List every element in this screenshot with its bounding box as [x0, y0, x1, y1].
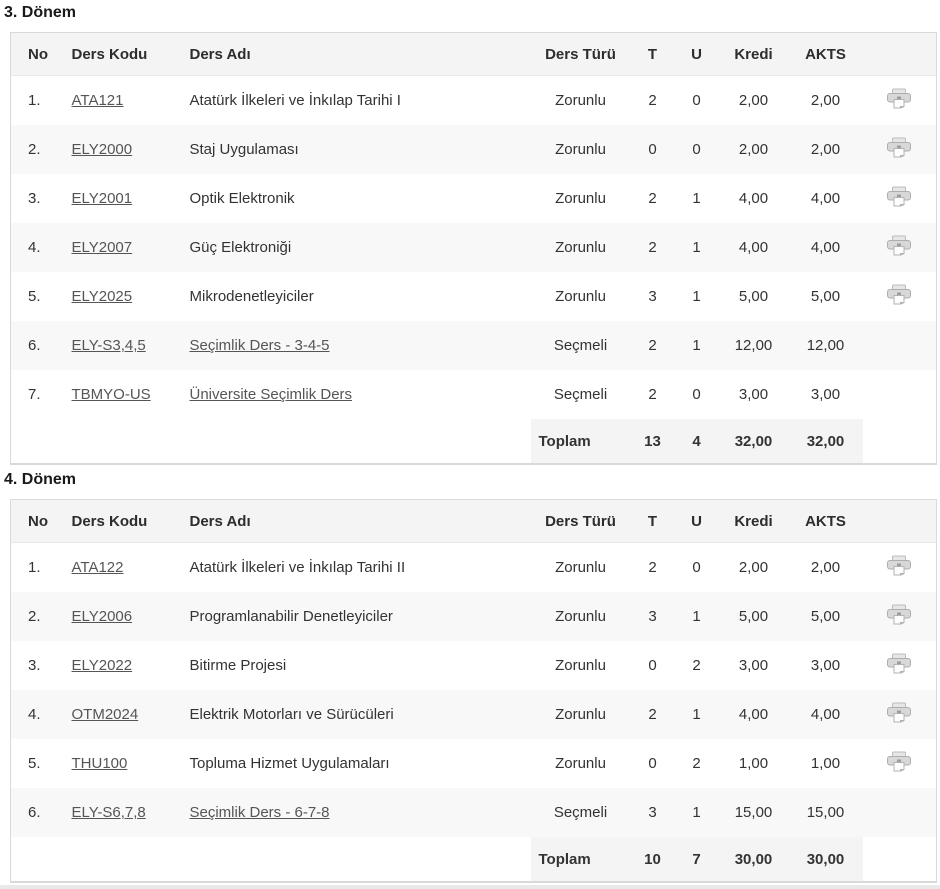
cell-t: 2 [631, 690, 675, 739]
column-header-no: No [11, 500, 63, 543]
cell-kredi: 2,00 [738, 559, 769, 576]
cell-akts: 15,00 [789, 788, 863, 837]
cell-akts: 4,00 [810, 190, 841, 207]
cell-course-code [63, 125, 181, 174]
printer-icon [886, 555, 912, 576]
course-name: Bitirme Projesi [189, 657, 287, 674]
column-header-t: T [631, 500, 675, 543]
course-table [10, 32, 937, 465]
total-label: Toplam [531, 419, 631, 464]
column-header-type: Ders Türü [531, 33, 631, 76]
course-code-link[interactable]: ELY2006 [71, 608, 133, 625]
total-label: Toplam [531, 837, 631, 882]
cell-kredi: 2,00 [719, 125, 789, 174]
cell-course-code [63, 370, 181, 419]
cell-t: 2 [631, 321, 675, 370]
course-name: Staj Uygulaması [189, 141, 299, 158]
cell-course-name [181, 641, 531, 690]
cell-u: 0 [692, 559, 701, 576]
print-button[interactable] [886, 88, 912, 109]
cell-course-type: Zorunlu [555, 657, 606, 674]
printer-icon [886, 137, 912, 158]
cell-course-type: Zorunlu [555, 190, 606, 207]
cell-row-number: 1. [28, 559, 41, 576]
printer-icon [886, 653, 912, 674]
cell-kredi: 1,00 [738, 755, 769, 772]
total-t: 13 [631, 419, 675, 464]
print-button[interactable] [886, 702, 912, 723]
course-name: Atatürk İlkeleri ve İnkılap Tarihi II [189, 559, 406, 576]
cell-akts: 2,00 [810, 559, 841, 576]
cell-u: 0 [675, 125, 719, 174]
course-name: Optik Elektronik [189, 190, 295, 207]
section-title: 4. Dönem [4, 471, 77, 488]
cell-course-type: Seçmeli [553, 386, 608, 403]
course-code-link[interactable]: ELY2022 [71, 657, 133, 674]
cell-course-code [63, 321, 181, 370]
cell-akts: 5,00 [810, 288, 841, 305]
cell-print [863, 641, 937, 690]
cell-t: 2 [648, 559, 657, 576]
print-button[interactable] [886, 137, 912, 158]
cell-akts: 1,00 [810, 755, 841, 772]
cell-course-type: Zorunlu [555, 755, 606, 772]
cell-u: 1 [675, 223, 719, 272]
table-row [11, 272, 937, 321]
course-name: Güç Elektroniği [189, 239, 292, 256]
total-row [11, 837, 937, 882]
bottom-divider [0, 885, 940, 889]
cell-t: 0 [648, 755, 657, 772]
cell-print [863, 174, 937, 223]
cell-akts: 3,00 [810, 657, 841, 674]
cell-print [863, 321, 937, 370]
cell-print [863, 592, 937, 641]
printer-icon [886, 88, 912, 109]
cell-akts: 4,00 [789, 690, 863, 739]
cell-course-code [63, 223, 181, 272]
table-row [11, 223, 937, 272]
table-row [11, 321, 937, 370]
printer-icon [886, 235, 912, 256]
cell-u: 2 [692, 755, 701, 772]
cell-akts: 5,00 [789, 592, 863, 641]
cell-row-number: 6. [11, 788, 63, 837]
printer-icon [886, 284, 912, 305]
column-header-name: Ders Adı [181, 500, 531, 543]
cell-row-number: 3. [28, 190, 41, 207]
column-header-u: U [675, 33, 719, 76]
cell-course-type: Zorunlu [531, 223, 631, 272]
cell-kredi: 2,00 [738, 92, 769, 109]
cell-course-name [181, 788, 531, 837]
cell-akts: 2,00 [789, 125, 863, 174]
column-header-akts: AKTS [789, 500, 863, 543]
cell-t: 2 [648, 386, 657, 403]
cell-course-code [63, 174, 181, 223]
cell-print [863, 272, 937, 321]
cell-course-type: Zorunlu [531, 125, 631, 174]
column-header-name: Ders Adı [181, 33, 531, 76]
cell-t: 2 [648, 190, 657, 207]
cell-akts: 12,00 [789, 321, 863, 370]
table-body [11, 543, 937, 838]
total-akts: 32,00 [789, 419, 863, 464]
course-name: Topluma Hizmet Uygulamaları [189, 755, 390, 772]
cell-course-code [63, 739, 181, 788]
print-button[interactable] [886, 751, 912, 772]
cell-print [863, 690, 937, 739]
cell-course-type: Seçmeli [531, 321, 631, 370]
column-header-print [863, 500, 937, 543]
course-code-link[interactable]: OTM2024 [71, 706, 139, 723]
cell-u: 1 [675, 321, 719, 370]
print-button[interactable] [886, 235, 912, 256]
cell-course-name [181, 272, 531, 321]
cell-u: 1 [675, 690, 719, 739]
cell-akts: 3,00 [810, 386, 841, 403]
column-header-type: Ders Türü [531, 500, 631, 543]
column-header-code: Ders Kodu [63, 500, 181, 543]
total-u: 4 [675, 419, 719, 464]
cell-course-code [63, 690, 181, 739]
table-row [11, 739, 937, 788]
cell-u: 1 [692, 190, 701, 207]
cell-t: 0 [631, 125, 675, 174]
cell-course-code [63, 76, 181, 126]
cell-course-name [181, 370, 531, 419]
cell-course-code [63, 592, 181, 641]
column-header-print [863, 33, 937, 76]
course-name[interactable]: Üniversite Seçimlik Ders [189, 386, 353, 403]
column-header-u: U [675, 500, 719, 543]
cell-kredi: 4,00 [719, 223, 789, 272]
column-header-kredi: Kredi [719, 33, 789, 76]
cell-course-code [63, 272, 181, 321]
cell-course-name [181, 174, 531, 223]
cell-t: 3 [648, 288, 657, 305]
cell-course-type: Zorunlu [555, 92, 606, 109]
table-row [11, 125, 937, 174]
cell-print [863, 370, 937, 419]
course-code-link[interactable]: THU100 [71, 755, 128, 772]
column-header-code: Ders Kodu [63, 33, 181, 76]
cell-row-number: 3. [28, 657, 41, 674]
cell-kredi: 15,00 [719, 788, 789, 837]
total-kredi: 32,00 [719, 419, 789, 464]
cell-row-number: 6. [11, 321, 63, 370]
section-title: 3. Dönem [4, 4, 77, 21]
column-header-t: T [631, 33, 675, 76]
cell-row-number: 4. [11, 690, 63, 739]
header-row [11, 500, 937, 543]
course-name: Programlanabilir Denetleyiciler [189, 608, 393, 625]
cell-course-name [181, 125, 531, 174]
cell-row-number: 5. [28, 755, 41, 772]
course-name: Mikrodenetleyiciler [189, 288, 314, 305]
cell-print [863, 125, 937, 174]
total-kredi: 30,00 [719, 837, 789, 882]
print-button[interactable] [886, 555, 912, 576]
cell-print [863, 739, 937, 788]
printer-icon [886, 751, 912, 772]
cell-kredi: 3,00 [738, 386, 769, 403]
cell-kredi: 4,00 [738, 190, 769, 207]
printer-icon [886, 186, 912, 207]
course-code-link[interactable]: ELY2007 [71, 239, 133, 256]
cell-row-number: 5. [28, 288, 41, 305]
course-name: Elektrik Motorları ve Sürücüleri [189, 706, 394, 723]
cell-row-number: 2. [11, 125, 63, 174]
table-row [11, 370, 937, 419]
cell-course-type: Zorunlu [555, 288, 606, 305]
cell-kredi: 3,00 [738, 657, 769, 674]
cell-kredi: 12,00 [719, 321, 789, 370]
table-row [11, 174, 937, 223]
cell-t: 3 [631, 788, 675, 837]
cell-course-type: Seçmeli [531, 788, 631, 837]
table-row [11, 592, 937, 641]
cell-row-number: 4. [11, 223, 63, 272]
total-t: 10 [631, 837, 675, 882]
total-u: 7 [675, 837, 719, 882]
course-code-link[interactable]: ELY2025 [71, 288, 133, 305]
cell-course-name [181, 739, 531, 788]
print-button[interactable] [886, 284, 912, 305]
table-row [11, 641, 937, 690]
cell-u: 1 [675, 592, 719, 641]
table-body [11, 76, 937, 420]
course-code-link[interactable]: ELY-S6,7,8 [71, 804, 146, 821]
cell-course-name [181, 321, 531, 370]
cell-course-type: Zorunlu [555, 559, 606, 576]
table-row [11, 76, 937, 126]
cell-course-name [181, 690, 531, 739]
cell-akts: 4,00 [789, 223, 863, 272]
cell-print [863, 543, 937, 593]
cell-u: 0 [692, 386, 701, 403]
cell-print [863, 223, 937, 272]
cell-t: 0 [648, 657, 657, 674]
course-code-link[interactable]: ELY2000 [71, 141, 133, 158]
cell-course-name [181, 592, 531, 641]
cell-course-code [63, 788, 181, 837]
course-name[interactable]: Seçimlik Ders - 3-4-5 [189, 337, 330, 354]
cell-course-type: Zorunlu [531, 592, 631, 641]
cell-course-type: Zorunlu [531, 690, 631, 739]
printer-icon [886, 604, 912, 625]
course-code-link[interactable]: ATA122 [71, 559, 124, 576]
cell-course-name [181, 76, 531, 126]
cell-akts: 2,00 [810, 92, 841, 109]
cell-kredi: 5,00 [719, 592, 789, 641]
table-row [11, 690, 937, 739]
cell-u: 2 [692, 657, 701, 674]
total-row [11, 419, 937, 464]
semester-section-3 [0, 3, 940, 465]
cell-u: 1 [692, 288, 701, 305]
cell-course-code [63, 543, 181, 593]
cell-t: 2 [648, 92, 657, 109]
cell-course-code [63, 641, 181, 690]
cell-course-name [181, 543, 531, 593]
cell-kredi: 4,00 [719, 690, 789, 739]
column-header-kredi: Kredi [719, 500, 789, 543]
cell-kredi: 5,00 [738, 288, 769, 305]
cell-t: 2 [631, 223, 675, 272]
cell-u: 1 [675, 788, 719, 837]
total-akts: 30,00 [789, 837, 863, 882]
course-code-link[interactable]: ATA121 [71, 92, 124, 109]
table-row [11, 788, 937, 837]
cell-u: 0 [692, 92, 701, 109]
printer-icon [886, 702, 912, 723]
print-button[interactable] [886, 604, 912, 625]
course-name: Atatürk İlkeleri ve İnkılap Tarihi I [189, 92, 401, 109]
cell-row-number: 2. [11, 592, 63, 641]
cell-print [863, 788, 937, 837]
column-header-akts: AKTS [789, 33, 863, 76]
cell-print [863, 76, 937, 126]
table-row [11, 543, 937, 593]
cell-course-name [181, 223, 531, 272]
course-table [10, 499, 937, 883]
course-code-link[interactable]: ELY2001 [71, 190, 133, 207]
cell-row-number: 7. [28, 386, 41, 403]
column-header-no: No [11, 33, 63, 76]
cell-t: 3 [631, 592, 675, 641]
course-code-link[interactable]: ELY-S3,4,5 [71, 337, 146, 354]
cell-row-number: 1. [28, 92, 41, 109]
semester-section-4 [0, 470, 940, 883]
print-button[interactable] [886, 653, 912, 674]
header-row [11, 33, 937, 76]
course-code-link[interactable]: TBMYO-US [71, 386, 151, 403]
print-button[interactable] [886, 186, 912, 207]
course-name[interactable]: Seçimlik Ders - 6-7-8 [189, 804, 330, 821]
